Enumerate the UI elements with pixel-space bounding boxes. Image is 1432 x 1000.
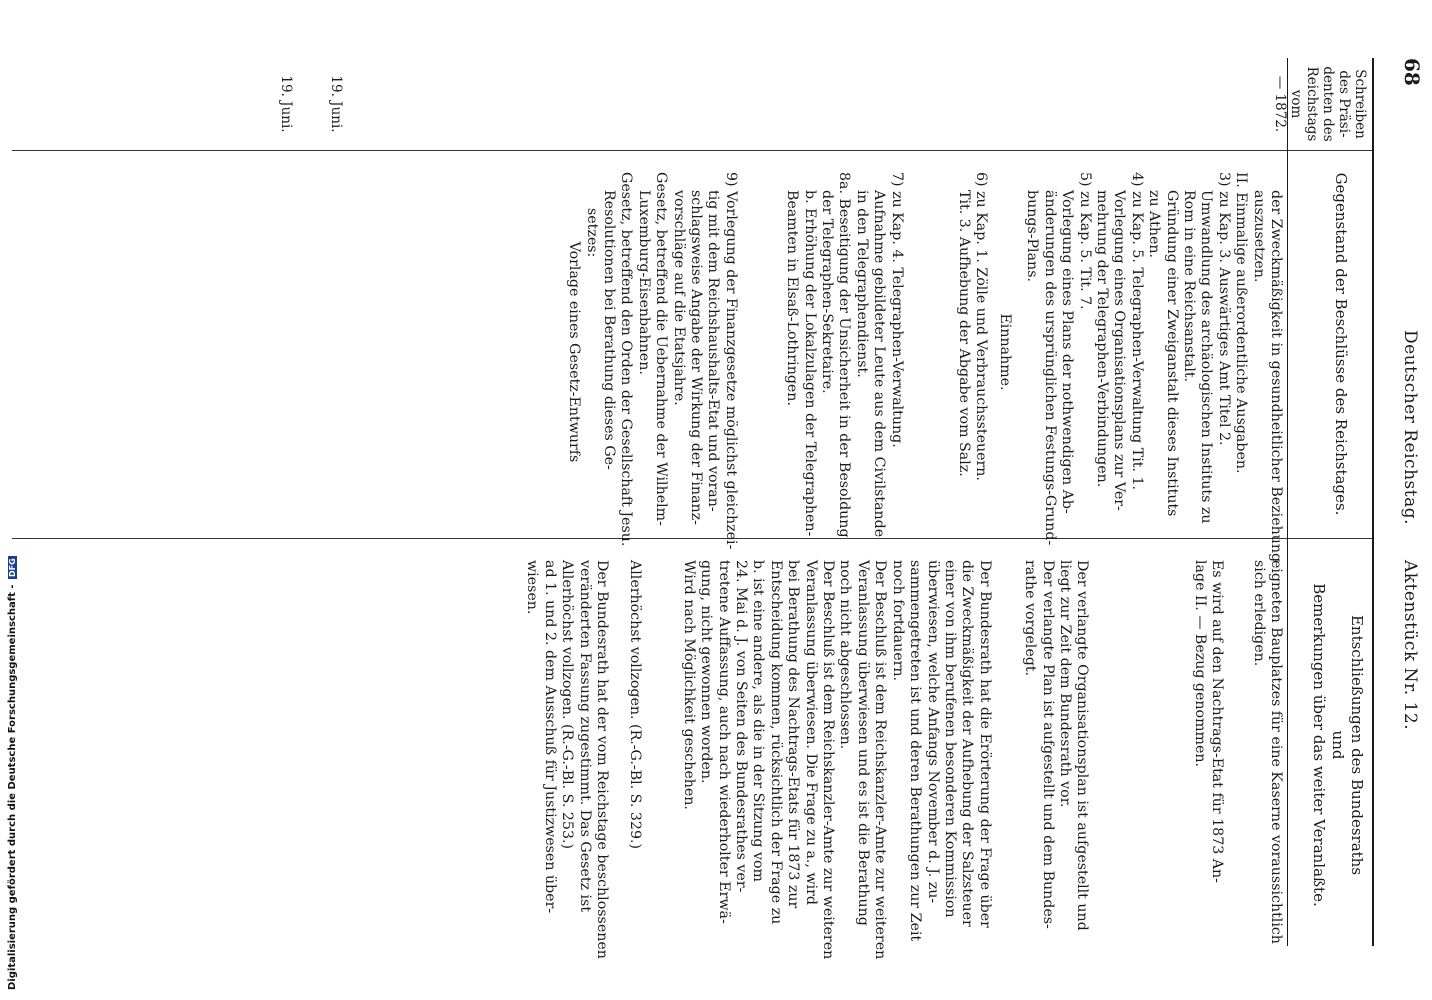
left-column-head: Schreiben des Präsi- denten des Reichstags vom — 1872.: [1272, 66, 1368, 142]
page-title: Deutscher Reichstag.: [1400, 330, 1420, 525]
dfg-logo: DFG: [8, 558, 17, 577]
column-divider-left: [12, 150, 1372, 151]
digitization-footer: [0, 0, 22, 1000]
footer-text: Digitalisierung gefördert durch die Deutsche Forschungsgemeinschaft -: [7, 584, 18, 990]
column-header-rule: [1287, 58, 1288, 946]
right-column-head: Entschließungen des Bundesraths und Bemerkungen über das weiter Veranlaßte.: [1310, 583, 1366, 907]
document-number: Aktenstück Nr. 12.: [1400, 560, 1420, 731]
middle-column-text: der Zweckmäßigkeit in gesundheitlicher Beziehung auszusetzen. II. Einmalige außerordentliche Ausgaben. 3) zu Kap. 3. Auswärtiges Amt Titel 2. Umwandlung des archäologischen Instituts zu Rom in eine Reichsanstalt. Gründung einer Zweiganstalt dieses Instituts zu Athen. 4) zu Kap. 5. Telegraphen-Verwaltung Tit. 1. Vorlegung eines Organisationsplans zur Ver- mehrung der Telegraphen-Verbindungen. 5) zu Kap. 5. Tit. 7. Vorlegung eines Plans der nothwendigen Ab- änderungen des ursprünglichen Festungs-Grund- bungs-Plans. Einnahme. 6) zu Kap. 1. Zölle und Verbrauchssteuern. Tit. 3. Aufhebung der Abgabe vom Salz. 7) zu Kap. 4. Telegraphen-Verwaltung. Aufnahme gebildeter Leute aus dem Civilstande in den Telegraphendienst. 8a. Beseitigung der Unsicherheit in der Besoldung der Telegraphen-Sekretaire. b. Erhöhung der Lokalzulagen der Telegraphen- Beamten in Elsaß-Lothringen. 9) Vorlegung der Finanzgesetze möglichst gleichzei- tig mit dem Reichshaushalts-Etat und voran- schlagsweise Angabe der Wirkung der Finanz- vorschläge auf die Etatsjahre. Gesetz, betreffend die Uebernahme der Wilhelm- Luxemburg-Eisenbahnen. Gesetz, betreffend den Orden der Gesellschaft Jesu. Resolutionen bei Berathung dieses Ge- setzes: Vorlage eines Gesetz-Entwurfs: [566, 172, 1284, 563]
middle-column-head: Gegenstand der Beschlüsse des Reichstages.: [1332, 172, 1350, 516]
column-divider-right: [12, 538, 1372, 539]
header-rule: [1372, 58, 1374, 946]
date-second: 19. Juni.: [278, 75, 294, 133]
date-first: 19. Juni.: [328, 75, 344, 133]
page-number: 68: [1400, 58, 1424, 86]
right-column-text: eigneten Bauplatzes für eine Kaserne voraussichtlich sich erledigen. Es wird auf den Nachtrags-Etat für 1873 An- lage II. — Bezug genommen. Der verlangte Organisationsplan ist aufgestellt und liegt zur Zeit dem Bundesrath vor. Der verlangte Plan ist aufgestellt und dem Bundes- rathe vorgelegt. Der Bundesrath hat die Erörterung der Frage über die Zweckmäßigkeit der Aufhebung der Salzsteuer einer von ihm berufenen besonderen Kommission überwiesen, welche Anfangs November d. J. zu- sammengetreten ist und deren Berathungen zur Zeit noch fortdauern. Der Beschluß ist dem Reichskanzler-Amte zur weiteren Veranlassung überwiesen und es ist die Berathung noch nicht abgeschlossen. Der Beschluß ist dem Reichskanzler-Amte zur weiteren Veranlassung überwiesen. Die Frage zu a., wird bei Berathung des Nachtrags-Etats für 1873 zur Entscheidung kommen, rücksichtlich der Frage zu b. ist eine andere, als die in der Sitzung vom 24. Mai d. J. von Seiten des Bundesrathes ver- tretene Auffassung, auch nach wiederholter Erwä- gung, nicht gewonnen worden. Wird nach Möglichkeit geschehen. Allerhöchst vollzogen. (R.-G.-Bl. S. 329.) Der Bundesrath hat der vom Reichstage beschlossenen veränderten Fassung zugestimmt. Das Gesetz ist Allerhöchst vollzogen. (R.-G.-Bl. S. 253.) ad 1. und 2. dem Ausschuß für Justizwesen über- wiesen.: [524, 560, 1284, 960]
